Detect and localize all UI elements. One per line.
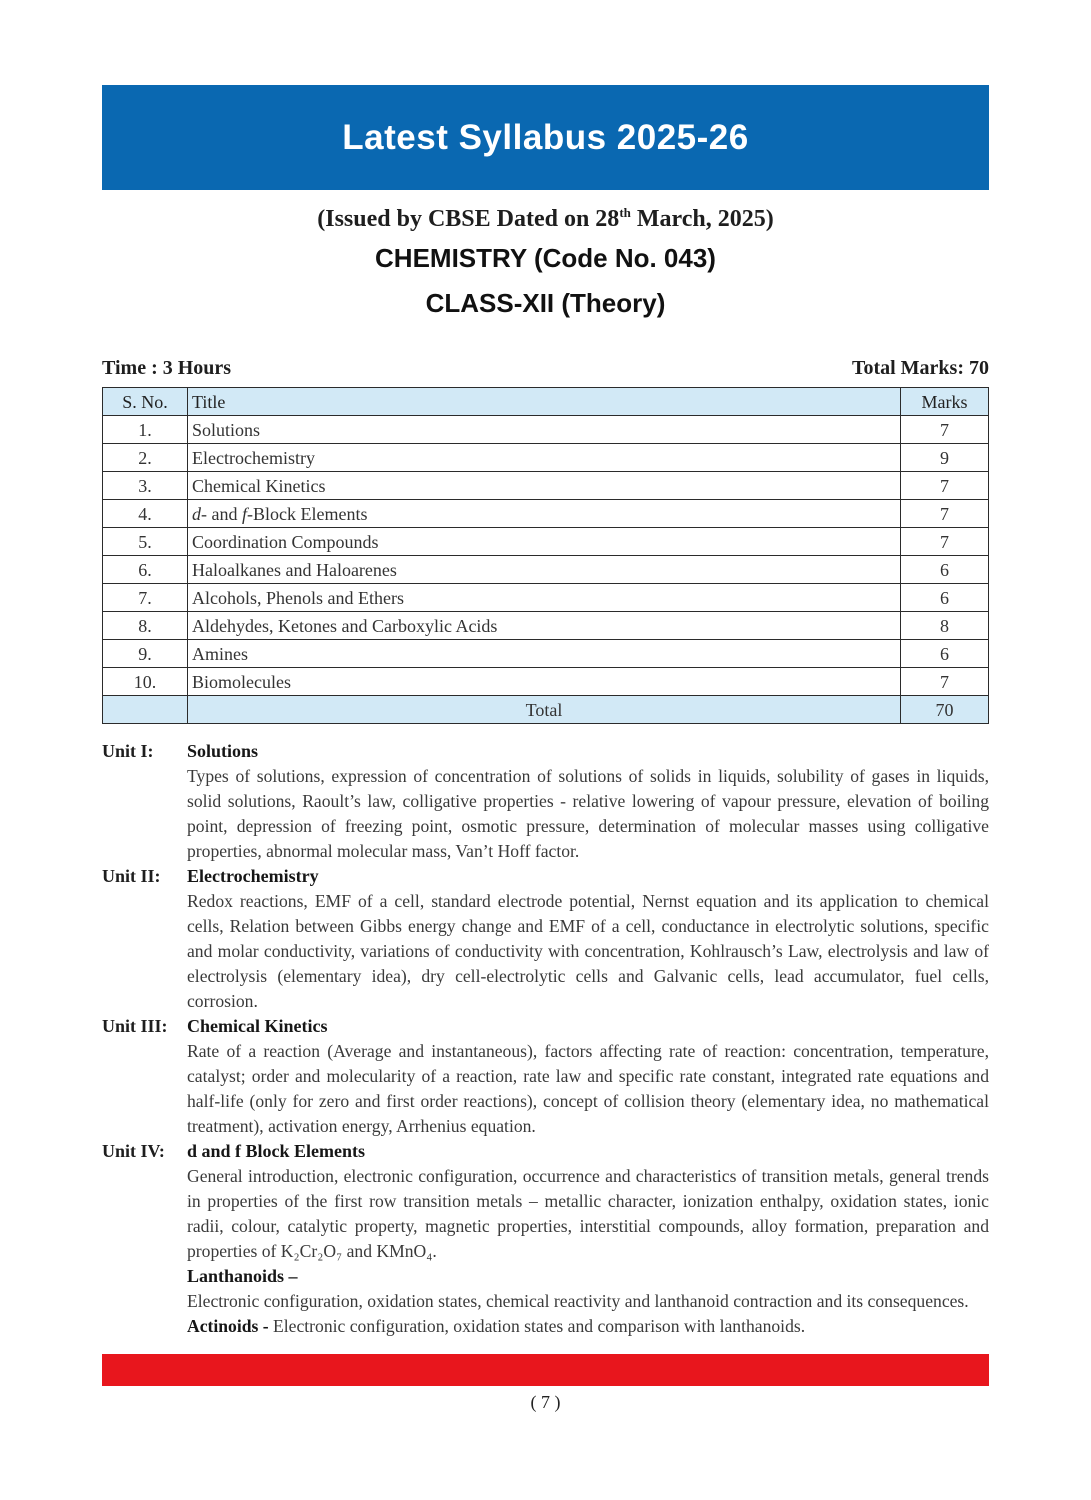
row-title-part: Alcohols, Phenols and Ethers: [192, 587, 404, 608]
issued-superscript: th: [619, 205, 631, 220]
table-row: [103, 416, 989, 444]
row-serial: 3.: [103, 472, 188, 500]
table-header-row: [103, 388, 989, 416]
row-title: [188, 612, 901, 640]
row-serial: 8.: [103, 612, 188, 640]
unit-body: [187, 1139, 989, 1339]
row-serial: 4.: [103, 500, 188, 528]
issued-line: [102, 205, 989, 233]
row-title-part: Amines: [192, 643, 248, 664]
table-row: [103, 500, 989, 528]
row-marks: 6: [901, 640, 989, 668]
row-marks: 6: [901, 584, 989, 612]
marks-table: [102, 387, 989, 724]
row-title-part: Solutions: [192, 419, 261, 440]
class-line: CLASS-XII (Theory): [425, 288, 666, 318]
unit-section: [102, 1014, 989, 1139]
unit-paragraph: Redox reactions, EMF of a cell, standard electrode potential, Nernst equation and its application to chemical cells, Relation between Gibbs energy change and EMF of a cell, conductance in electrolytic solutions, specific and molar conductivity, variations of conductivity with concentration, Kohlrausch’s Law, electrolysis and law of electrolysis (elementary idea), dry cell-electrolytic cells and Galvanic cells, lead accumulator, fuel cells, corrosion.: [187, 891, 989, 1011]
row-marks: 7: [901, 500, 989, 528]
row-title: [188, 528, 901, 556]
table-total-row: [103, 696, 989, 724]
row-serial: 9.: [103, 640, 188, 668]
issued-suffix: March, 2025): [630, 206, 774, 232]
table-row: [103, 472, 989, 500]
subject-line: CHEMISTRY (Code No. 043): [375, 243, 716, 273]
row-marks: 8: [901, 612, 989, 640]
time-marks-row: [102, 357, 989, 380]
unit-paragraph: Types of solutions, expression of concentration of solutions of solids in liquids, solubility of gases in liquids, solid solutions, Raoult’s law, colligative properties - relative lowering of vapour pressure, elevation of boiling point, depression of freezing point, osmotic pressure, determination of molecular masses using colligative properties, abnormal molecular mass, Van’t Hoff factor.: [187, 766, 989, 861]
unit-paragraph: General introduction, electronic configuration, occurrence and characteristics of transition metals, general trends in properties of the first row transition metals – metallic character, ionization enthalpy, oxidation states, ionic radii, colour, catalytic property, magnetic properties, interstitial compounds, alloy formation, preparation and properties of K₂Cr₂O₇ and KMnO₄.: [187, 1166, 989, 1261]
row-title-part: Coordination Compounds: [192, 531, 379, 552]
unit-section: [102, 864, 989, 1014]
row-serial: 1.: [103, 416, 188, 444]
table-row: [103, 640, 989, 668]
unit-title: d and f Block Elements: [187, 1141, 366, 1161]
unit-title: Solutions: [187, 741, 259, 761]
row-marks: 7: [901, 528, 989, 556]
unit-section: [102, 739, 989, 864]
table-row: [103, 444, 989, 472]
unit-title: Chemical Kinetics: [187, 1016, 328, 1036]
unit-subheading: Lanthanoids –: [187, 1266, 298, 1286]
unit-body: [187, 739, 989, 864]
red-divider-bar: [102, 1354, 989, 1386]
row-title: [188, 668, 901, 696]
issued-prefix: (Issued by CBSE Dated on 28: [317, 206, 620, 232]
unit-paragraph-text: Electronic configuration, oxidation states and comparison with lanthanoids.: [273, 1316, 806, 1336]
row-title: [188, 640, 901, 668]
unit-label: Unit II:: [102, 866, 161, 886]
table-row: [103, 584, 989, 612]
row-title-part: Electrochemistry: [192, 447, 315, 468]
unit-label: Unit IV:: [102, 1141, 165, 1161]
row-title-part: and: [207, 503, 242, 524]
table-row: [103, 556, 989, 584]
row-title: [188, 556, 901, 584]
row-title-part: Aldehydes, Ketones and Carboxylic Acids: [192, 615, 498, 636]
banner-title: Latest Syllabus 2025-26: [342, 117, 749, 157]
table-row: [103, 668, 989, 696]
unit-label: Unit I:: [102, 741, 154, 761]
page-number: ( 7 ): [530, 1392, 561, 1412]
unit-paragraph: [187, 1314, 989, 1339]
row-marks: 7: [901, 668, 989, 696]
unit-subheading-inline: Actinoids -: [187, 1316, 274, 1336]
table-row: [103, 612, 989, 640]
unit-label: Unit III:: [102, 1016, 168, 1036]
row-title-part: f: [242, 503, 248, 524]
row-marks: 7: [901, 472, 989, 500]
units-container: [102, 739, 989, 1339]
unit-body: [187, 1014, 989, 1139]
row-serial: 7.: [103, 584, 188, 612]
unit-paragraph: Electronic configuration, oxidation states, chemical reactivity and lanthanoid contraction and its consequences.: [187, 1291, 969, 1311]
unit-section: [102, 1139, 989, 1339]
row-serial: 5.: [103, 528, 188, 556]
total-row-empty-cell: [103, 696, 188, 724]
row-title: [188, 444, 901, 472]
col-header-sno: S. No.: [103, 388, 188, 416]
total-label: Total: [188, 696, 901, 724]
row-marks: 9: [901, 444, 989, 472]
unit-title: Electrochemistry: [187, 866, 319, 886]
header-banner: [102, 85, 989, 190]
row-title: [188, 472, 901, 500]
unit-body: [187, 864, 989, 1014]
total-marks-value: 70: [901, 696, 989, 724]
col-header-marks: Marks: [901, 388, 989, 416]
row-marks: 6: [901, 556, 989, 584]
row-title-part: -Block Elements: [247, 503, 368, 524]
total-marks-label: Total Marks: 70: [851, 357, 989, 379]
time-label: Time : 3 Hours: [102, 357, 232, 379]
row-title-part: Chemical Kinetics: [192, 475, 326, 496]
row-marks: 7: [901, 416, 989, 444]
row-title-part: Haloalkanes and Haloarenes: [192, 559, 397, 580]
row-title-part: Biomolecules: [192, 671, 291, 692]
row-title: [188, 584, 901, 612]
table-row: [103, 528, 989, 556]
col-header-title: Title: [188, 388, 901, 416]
row-title: [188, 500, 901, 528]
unit-paragraph: Rate of a reaction (Average and instantaneous), factors affecting rate of reaction: concentration, temperature, catalyst; order and molecularity of a reaction, rate law and specific rate constant, integrated rate equations and half-life (only for zero and first order reactions), concept of collision theory (elementary idea, no mathematical treatment), activation energy, Arrhenius equation.: [187, 1041, 989, 1136]
row-serial: 6.: [103, 556, 188, 584]
row-title-part: d-: [192, 503, 207, 524]
row-title: [188, 416, 901, 444]
row-serial: 10.: [103, 668, 188, 696]
row-serial: 2.: [103, 444, 188, 472]
